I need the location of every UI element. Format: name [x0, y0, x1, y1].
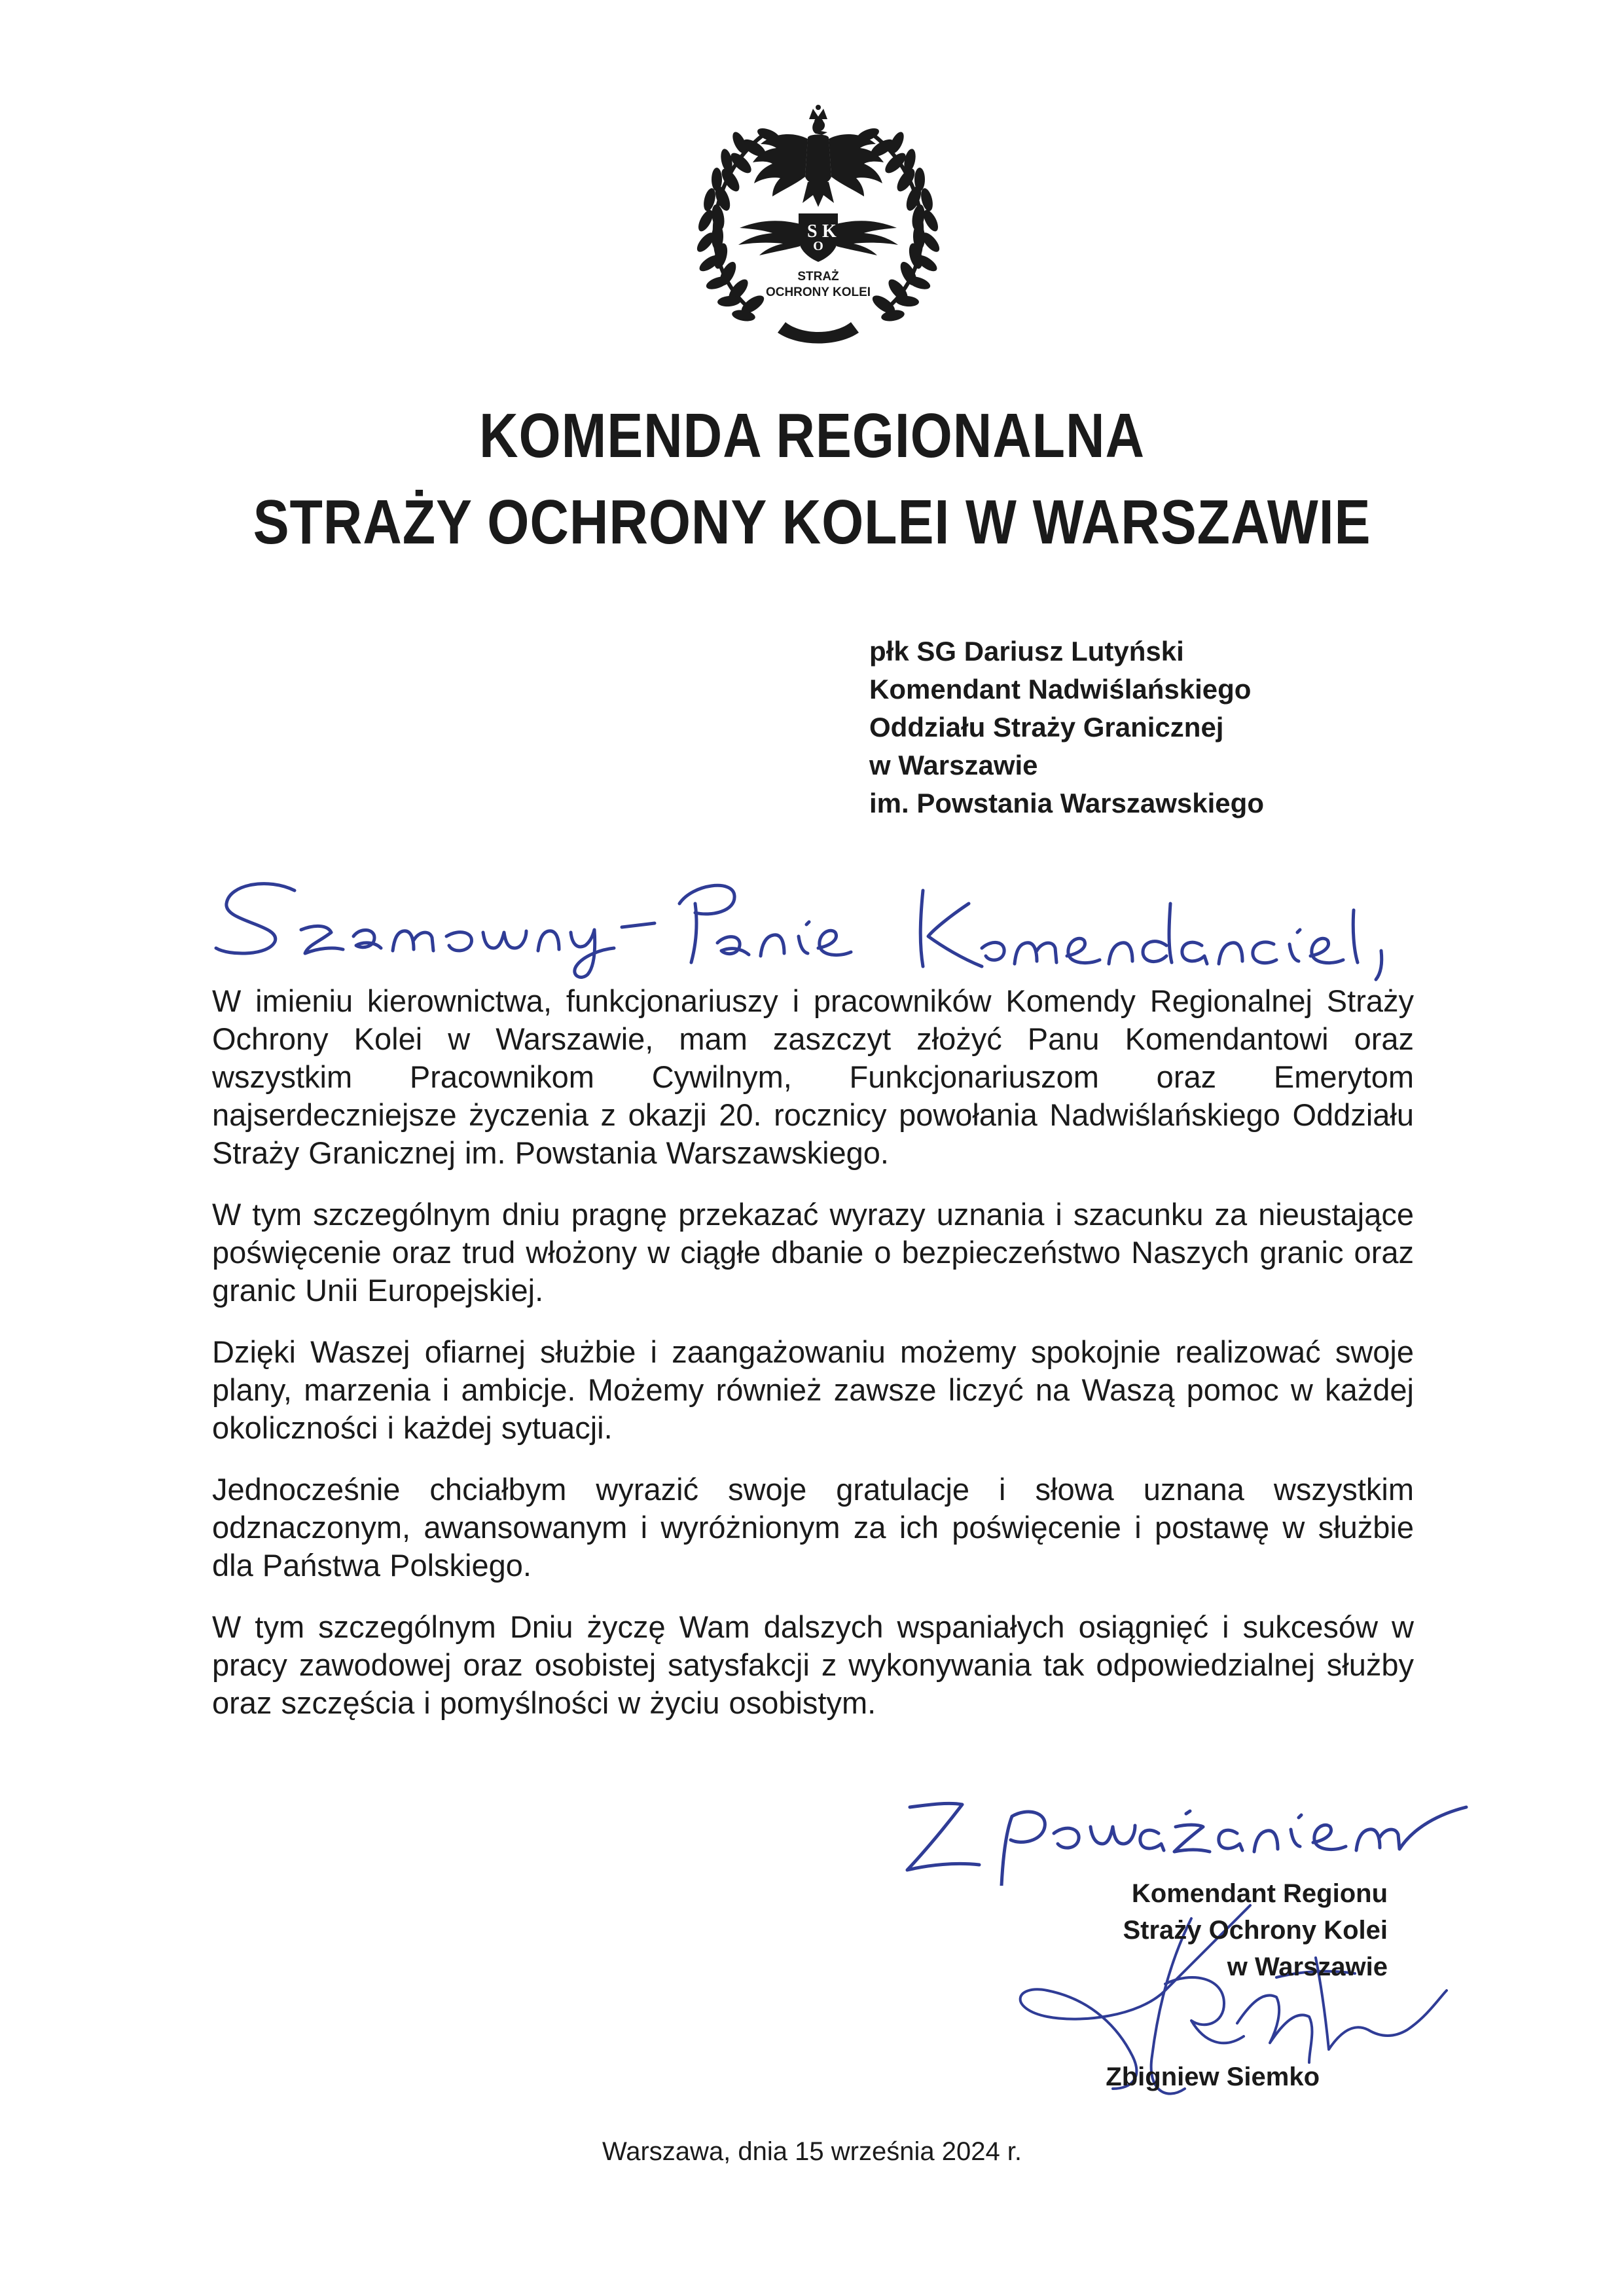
heading-line-1: KOMENDA REGIONALNA — [479, 401, 1145, 471]
letter-body — [212, 982, 1414, 1746]
body-paragraph: W tym szczególnym Dniu życzę Wam dalszych wspaniałych osiągnięć i sukcesów w pracy zawodowej oraz osobistej satysfakcji z wykonywania tak odpowiedzialnej służby oraz szczęścia i pomyślności w życiu osobistym. — [212, 1609, 1414, 1720]
body-paragraph: W imieniu kierownictwa, funkcjonariuszy i pracowników Komendy Regionalnej Straży Ochrony Kolei w Warszawie, mam zaszczyt złożyć Panu Komendantowi oraz wszystkim Pracownikom Cywilnym, Funkcjonariuszom oraz Emerytom najserdeczniejsze życzenia z okazji 20. rocznicy powołania Nadwiślańskiego Oddziału Straży Granicznej im. Powstania Warszawskiego. — [212, 983, 1414, 1170]
addressee-line: Komendant Nadwiślańskiego — [869, 674, 1252, 705]
letter-date: Warszawa, dnia 15 września 2024 r. — [602, 2137, 1022, 2166]
signature-title-line: w Warszawie — [1227, 1953, 1388, 1981]
addressee-line: w Warszawie — [869, 750, 1038, 780]
body-paragraph: Jednocześnie chciałbym wyrazić swoje gratulacje i słowa uznana wszystkim odznaczonym, awansowanym i wyróżnionym za ich poświęcenie i postawę w służbie dla Państwa Polskiego. — [212, 1472, 1414, 1583]
body-paragraph: W tym szczególnym dniu pragnę przekazać wyrazy uznania i szacunku za nieustające poświęcenie oraz trud włożony w ciągłe dbanie o bezpieczeństwo Naszych granic oraz granic Unii Europejskiej. — [212, 1197, 1414, 1308]
sok-emblem-icon — [687, 79, 949, 360]
addressee-line: płk SG Dariusz Lutyński — [869, 636, 1184, 667]
signature-title-block — [1021, 1875, 1388, 1985]
signer-name: Zbigniew Siemko — [1106, 2063, 1320, 2091]
emblem-letter-o: O — [813, 239, 823, 253]
emblem-caption-line1: STRAŻ — [797, 270, 839, 284]
addressee-line: im. Powstania Warszawskiego — [869, 788, 1264, 818]
addressee-block — [869, 633, 1458, 822]
emblem-letter-s: S — [807, 221, 818, 242]
emblem-letter-k: K — [822, 221, 837, 242]
body-paragraph: Dzięki Waszej ofiarnej służbie i zaangażowaniu możemy spokojnie realizować swoje plany, marzenia i ambicje. Możemy również zawsze liczyć na Waszą pomoc w każdej okoliczności i każdej sytuacji. — [212, 1334, 1414, 1445]
handwritten-closing — [890, 1788, 1545, 1886]
letter-heading — [114, 393, 1511, 566]
handwritten-salutation — [203, 864, 1486, 982]
emblem-caption-line2: OCHRONY KOLEI — [765, 285, 871, 299]
signature-title-line: Straży Ochrony Kolei — [1123, 1916, 1388, 1945]
heading-line-2: STRAŻY OCHRONY KOLEI W WARSZAWIE — [253, 487, 1371, 557]
signature-title-line: Komendant Regionu — [1131, 1879, 1388, 1908]
addressee-line: Oddziału Straży Granicznej — [869, 712, 1224, 743]
